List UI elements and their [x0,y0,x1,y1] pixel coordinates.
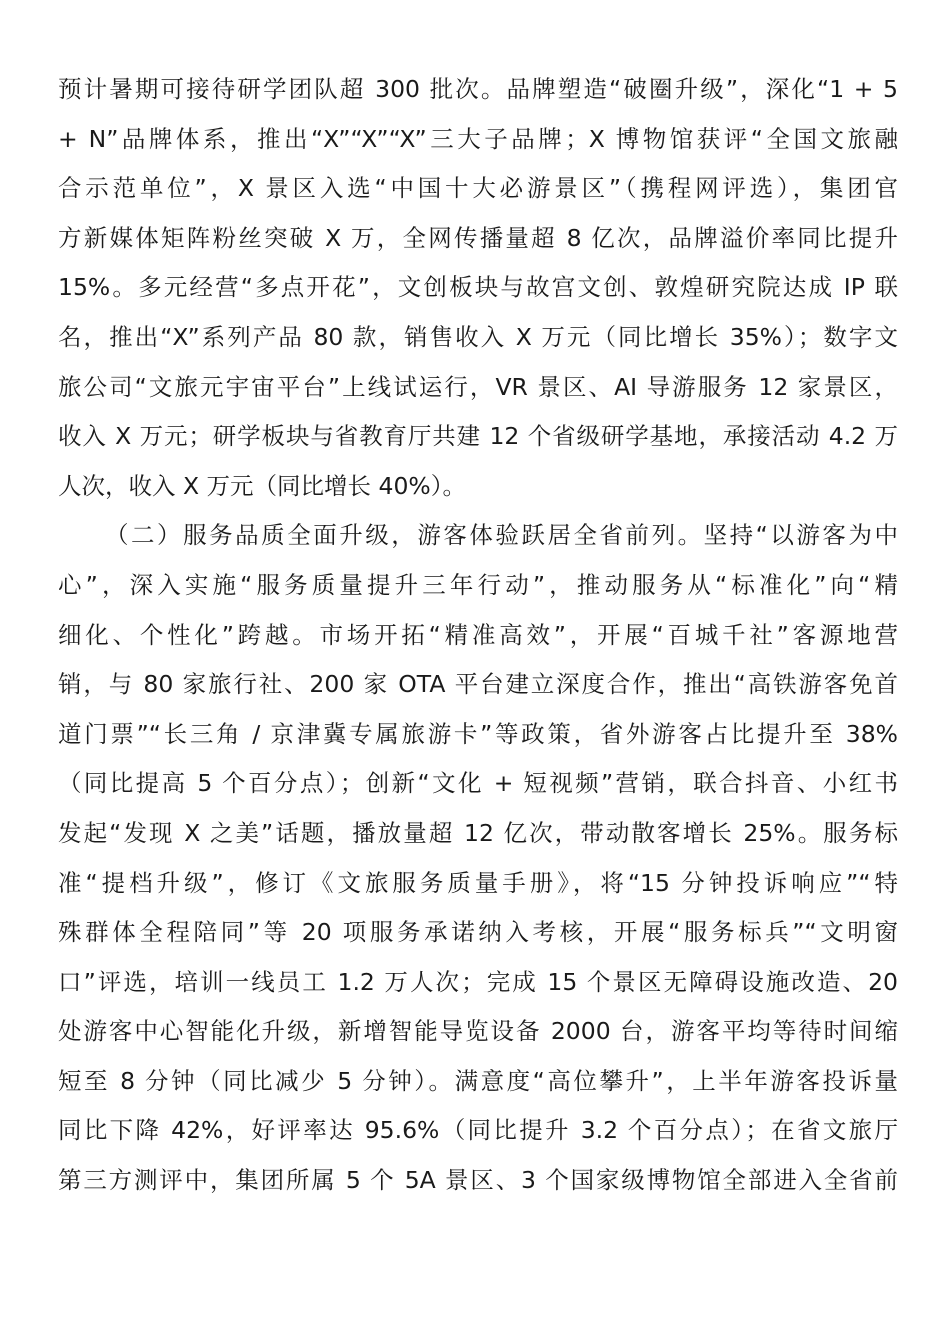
text-line: 准“提档升级”，修订《文旅服务质量手册》，将“15 分钟投诉响应”“特 [58,868,898,897]
body-text [58,65,898,1206]
section-heading-line: （二）服务品质全面升级，游客体验跃居全省前列。坚持“以游客为中 [105,521,898,550]
text-line: + N”品牌体系，推出“X”“X”“X”三大子品牌；X 博物馆获评“全国文旅融 [58,124,898,153]
text-line: 预计暑期可接待研学团队超 300 批次。品牌塑造“破圈升级”，深化“1 + 5 [58,75,898,103]
text-line: 旅公司“文旅元宇宙平台”上线试运行，VR 景区、AI 导游服务 12 家景区， [58,372,898,401]
text-line: 短至 8 分钟（同比减少 5 分钟）。满意度“高位攀升”，上半年游客投诉量 [58,1066,898,1095]
text-line: 15%。多元经营“多点开花”，文创板块与故宫文创、敦煌研究院达成 IP 联 [58,273,898,302]
text-line: 同比下降 42%，好评率达 95.6%（同比提升 3.2 个百分点）；在省文旅厅 [58,1116,898,1145]
text-line: 销，与 80 家旅行社、200 家 OTA 平台建立深度合作，推出“高铁游客免首 [58,670,898,699]
text-line: 口”评选，培训一线员工 1.2 万人次；完成 15 个景区无障碍设施改造、20 [58,967,898,996]
text-line: 心”，深入实施“服务质量提升三年行动”，推动服务从“标准化”向“精 [58,570,898,599]
text-line: 细化、个性化”跨越。市场开拓“精准高效”，开展“百城千社”客源地营 [58,620,898,649]
text-line: 人次，收入 X 万元（同比增长 40%）。 [58,471,466,500]
text-line: 收入 X 万元；研学板块与省教育厅共建 12 个省级研学基地，承接活动 4.2 万 [58,422,898,451]
text-line: 道门票”“长三角 / 京津冀专属旅游卡”等政策，省外游客占比提升至 38% [58,719,898,748]
text-line: 发起“发现 X 之美”话题，播放量超 12 亿次，带动散客增长 25%。服务标 [58,818,898,847]
text-line: 合示范单位”，X 景区入选“中国十大必游景区”（携程网评选），集团官 [58,174,898,203]
text-line: 处游客中心智能化升级，新增智能导览设备 2000 台，游客平均等待时间缩 [58,1017,898,1046]
text-line: （同比提高 5 个百分点）；创新“文化 + 短视频”营销，联合抖音、小红书 [58,769,898,798]
text-line: 殊群体全程陪同”等 20 项服务承诺纳入考核，开展“服务标兵”“文明窗 [58,918,898,947]
text-line: 方新媒体矩阵粉丝突破 X 万，全网传播量超 8 亿次，品牌溢价率同比提升 [58,223,898,252]
text-line: 名，推出“X”系列产品 80 款，销售收入 X 万元（同比增长 35%）；数字文 [58,322,898,351]
text-line: 第三方测评中，集团所属 5 个 5A 景区、3 个国家级博物馆全部进入全省前 [58,1166,898,1195]
